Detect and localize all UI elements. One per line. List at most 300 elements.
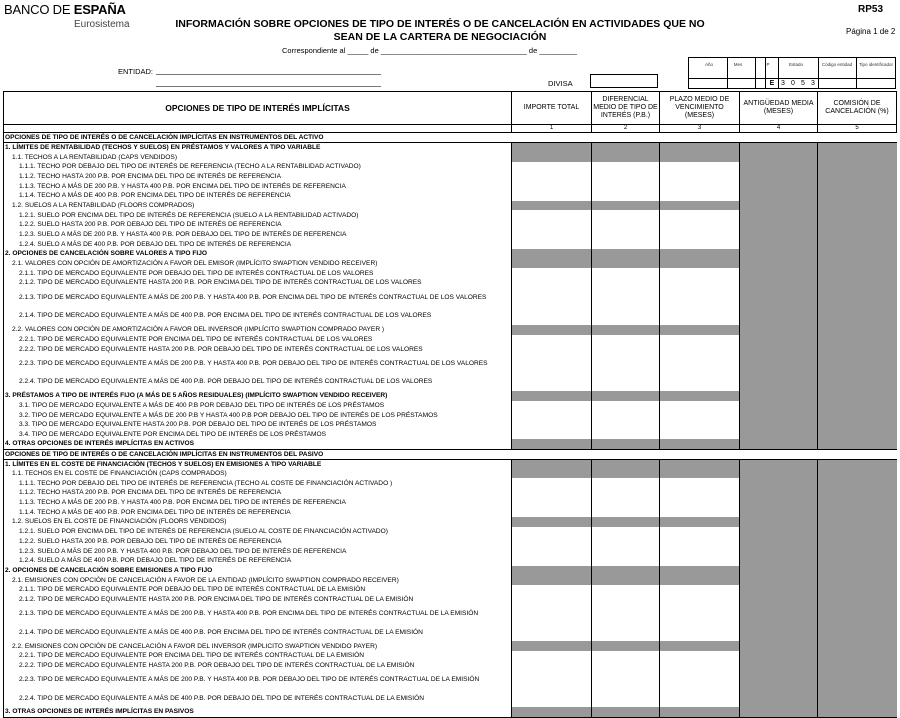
input-cell[interactable]	[592, 172, 660, 182]
table-row	[4, 420, 897, 430]
input-cell[interactable]	[512, 478, 592, 488]
input-cell[interactable]	[660, 335, 740, 345]
shaded-cell	[740, 306, 818, 325]
shaded-cell	[818, 201, 897, 211]
table-row	[4, 220, 897, 230]
table-row	[4, 585, 897, 595]
input-cell[interactable]	[660, 278, 740, 288]
input-cell[interactable]	[512, 181, 592, 191]
input-cell[interactable]	[512, 230, 592, 240]
col-number: 4	[740, 125, 818, 133]
shaded-cell	[740, 372, 818, 391]
shaded-cell	[818, 439, 897, 449]
shaded-cell	[818, 498, 897, 508]
shaded-cell	[740, 661, 818, 671]
table-row	[4, 191, 897, 201]
shaded-cell	[818, 401, 897, 411]
row-label: 1. LÍMITES DE RENTABILIDAD (TECHOS Y SUELOS) EN PRÉSTAMOS Y VALORES A TIPO VARIABLE	[4, 143, 512, 153]
input-cell[interactable]	[660, 344, 740, 354]
col-header-options: OPCIONES DE TIPO DE INTERÉS IMPLÍCITAS	[4, 92, 512, 125]
input-cell[interactable]	[660, 220, 740, 230]
shaded-cell	[740, 439, 818, 449]
input-cell[interactable]	[512, 546, 592, 556]
section-row	[4, 133, 897, 143]
shaded-cell	[818, 546, 897, 556]
input-cell[interactable]	[592, 651, 660, 661]
shaded-cell	[818, 556, 897, 566]
input-cell[interactable]	[660, 689, 740, 708]
input-cell[interactable]	[592, 239, 660, 249]
shaded-cell	[740, 604, 818, 623]
input-cell[interactable]	[660, 670, 740, 689]
input-cell[interactable]	[512, 210, 592, 220]
row-label: OPCIONES DE TIPO DE INTERÉS O DE CANCELACIÓN IMPLÍCITAS EN INSTRUMENTOS DEL PASIVO	[4, 449, 512, 459]
input-cell[interactable]	[660, 585, 740, 595]
row-label: 3.3. TIPO DE MERCADO EQUIVALENTE HASTA 200 P.B. POR DEBAJO DEL TIPO DE INTERÉS DE LOS PRÉSTAMOS	[4, 420, 512, 430]
shaded-cell	[512, 439, 592, 449]
month-label: Mes	[733, 62, 743, 67]
input-cell[interactable]	[592, 595, 660, 605]
input-cell[interactable]	[592, 288, 660, 307]
input-cell[interactable]	[660, 556, 740, 566]
row-label: 2.1.2. TIPO DE MERCADO EQUIVALENTE HASTA 200 P.B. POR ENCIMA DEL TIPO DE INTERÉS CONTRACTUAL DE LOS VALORES	[4, 278, 512, 288]
shaded-cell	[660, 469, 740, 479]
row-label: 1.1.3. TECHO A MÁS DE 200 P.B. Y HASTA 400 P.B. POR ENCIMA DEL TIPO DE INTERÉS DE REFERENCIA	[4, 498, 512, 508]
input-cell[interactable]	[660, 268, 740, 278]
p-label: P	[766, 62, 770, 67]
input-cell[interactable]	[592, 335, 660, 345]
table-row	[4, 278, 897, 288]
shaded-cell	[740, 288, 818, 307]
shaded-cell	[592, 259, 660, 269]
shaded-cell	[660, 133, 740, 143]
row-label: 2.2.4. TIPO DE MERCADO EQUIVALENTE A MÁS DE 400 P.B. POR DEBAJO DEL TIPO DE INTERÉS CONTRACTUAL DE LOS VALORES	[4, 372, 512, 391]
shaded-cell	[740, 162, 818, 172]
input-cell[interactable]	[592, 661, 660, 671]
entity-code-char: 3	[781, 80, 785, 87]
col-header-plazo: PLAZO MEDIO DE VENCIMIENTO (MESES)	[660, 92, 740, 125]
shaded-cell	[592, 143, 660, 153]
shaded-cell	[740, 210, 818, 220]
shaded-cell	[818, 459, 897, 469]
shaded-cell	[660, 201, 740, 211]
input-cell[interactable]	[592, 556, 660, 566]
shaded-cell	[740, 420, 818, 430]
divisa-label: DIVISA	[548, 79, 573, 88]
shaded-cell	[512, 325, 592, 335]
row-label: 2.2.3. TIPO DE MERCADO EQUIVALENTE A MÁS DE 200 P.B. Y HASTA 400 P.B. POR DEBAJO DEL TIPO DE INTERÉS CONTRACTUAL DE LA EMISIÓN	[4, 670, 512, 689]
shaded-cell	[818, 670, 897, 689]
input-cell[interactable]	[592, 430, 660, 440]
input-cell[interactable]	[512, 595, 592, 605]
input-cell[interactable]	[512, 670, 592, 689]
row-label: 1.2.1. SUELO POR ENCIMA DEL TIPO DE INTERÉS DE REFERENCIA (SUELO A LA RENTABILIDAD ACTIVADO)	[4, 210, 512, 220]
shaded-cell	[512, 133, 592, 143]
entidad-label: ENTIDAD:	[118, 67, 154, 76]
shaded-cell	[660, 707, 740, 717]
table-row	[4, 459, 897, 469]
row-label: 1.1.4. TECHO A MÁS DE 400 P.B. POR ENCIMA DEL TIPO DE INTERÉS DE REFERENCIA	[4, 507, 512, 517]
shaded-cell	[740, 546, 818, 556]
table-row	[4, 181, 897, 191]
input-cell[interactable]	[512, 354, 592, 373]
row-label: 3.4. TIPO DE MERCADO EQUIVALENTE POR ENCIMA DEL TIPO DE INTERÉS DE LOS PRÉSTAMOS	[4, 430, 512, 440]
shaded-cell	[592, 707, 660, 717]
input-cell[interactable]	[512, 306, 592, 325]
shaded-cell	[740, 527, 818, 537]
table-row	[4, 391, 897, 401]
input-cell[interactable]	[512, 278, 592, 288]
input-cell[interactable]	[512, 191, 592, 201]
table-row	[4, 498, 897, 508]
input-cell[interactable]	[592, 191, 660, 201]
row-label: 2.2.3. TIPO DE MERCADO EQUIVALENTE A MÁS DE 200 P.B. Y HASTA 400 P.B. POR DEBAJO DEL TIPO DE INTERÉS CONTRACTUAL DE LOS VALORES	[4, 354, 512, 373]
input-cell[interactable]	[660, 527, 740, 537]
input-cell[interactable]	[592, 354, 660, 373]
row-label: 1.2. SUELOS EN EL COSTE DE FINANCIACIÓN (FLOORS VENDIDOS)	[4, 517, 512, 527]
table-row	[4, 575, 897, 585]
input-cell[interactable]	[512, 623, 592, 642]
input-cell[interactable]	[512, 507, 592, 517]
shaded-cell	[660, 439, 740, 449]
shaded-cell	[818, 335, 897, 345]
col-number: 1	[512, 125, 592, 133]
input-cell[interactable]	[660, 546, 740, 556]
input-cell[interactable]	[660, 410, 740, 420]
table-row	[4, 210, 897, 220]
shaded-cell	[818, 306, 897, 325]
input-cell[interactable]	[592, 306, 660, 325]
shaded-cell	[740, 249, 818, 259]
table-row	[4, 249, 897, 259]
shaded-cell	[660, 459, 740, 469]
input-cell[interactable]	[660, 239, 740, 249]
shaded-cell	[740, 556, 818, 566]
input-cell[interactable]	[512, 537, 592, 547]
table-row	[4, 604, 897, 623]
shaded-cell	[512, 201, 592, 211]
table-row	[4, 537, 897, 547]
code-sep-6	[856, 57, 857, 89]
input-cell[interactable]	[512, 661, 592, 671]
shaded-cell	[740, 278, 818, 288]
input-cell[interactable]	[660, 430, 740, 440]
row-label: 1.2.3. SUELO A MÁS DE 200 P.B. Y HASTA 400 P.B. POR DEBAJO DEL TIPO DE INTERÉS DE REFERENCIA	[4, 230, 512, 240]
shaded-cell	[592, 201, 660, 211]
shaded-cell	[740, 143, 818, 153]
row-label: 2.2. VALORES CON OPCIÓN DE AMORTIZACIÓN A FAVOR DEL INVERSOR (IMPLÍCITO SWAPTION COMPRADO PAYER )	[4, 325, 512, 335]
row-label: 2.1.4. TIPO DE MERCADO EQUIVALENTE A MÁS DE 400 P.B. POR ENCIMA DEL TIPO DE INTERÉS CONTRACTUAL DE LOS VALORES	[4, 306, 512, 325]
input-cell[interactable]	[660, 478, 740, 488]
shaded-cell	[660, 566, 740, 576]
input-cell[interactable]	[592, 181, 660, 191]
input-cell[interactable]	[592, 546, 660, 556]
input-cell[interactable]	[592, 162, 660, 172]
col-number: 3	[660, 125, 740, 133]
input-cell[interactable]	[660, 651, 740, 661]
year-label: Año	[704, 62, 713, 67]
col-header-importe: IMPORTE TOTAL	[512, 92, 592, 125]
entity-code-char: 3	[811, 80, 815, 87]
input-cell[interactable]	[660, 354, 740, 373]
shaded-cell	[818, 537, 897, 547]
shaded-cell	[818, 478, 897, 488]
shaded-cell	[818, 268, 897, 278]
row-label: OPCIONES DE TIPO DE INTERÉS O DE CANCELACIÓN IMPLÍCITAS EN INSTRUMENTOS DEL ACTIVO	[4, 133, 512, 143]
table-row	[4, 707, 897, 717]
table-row	[4, 354, 897, 373]
code-sep-3	[765, 57, 766, 89]
shaded-cell	[740, 172, 818, 182]
shaded-cell	[512, 249, 592, 259]
row-label: 1.1.2. TECHO HASTA 200 P.B. POR ENCIMA DEL TIPO DE INTERÉS DE REFERENCIA	[4, 488, 512, 498]
shaded-cell	[660, 152, 740, 162]
row-label: 2.2.4. TIPO DE MERCADO EQUIVALENTE A MÁS DE 400 P.B. POR DEBAJO DEL TIPO DE INTERÉS CONTRACTUAL DE LA EMISIÓN	[4, 689, 512, 708]
input-cell[interactable]	[660, 288, 740, 307]
input-cell[interactable]	[660, 507, 740, 517]
table-row	[4, 651, 897, 661]
form-title-line1: INFORMACIÓN SOBRE OPCIONES DE TIPO DE INTERÉS O DE CANCELACIÓN EN ACTIVIDADES QUE NO	[175, 18, 705, 30]
shaded-cell	[592, 566, 660, 576]
row-label: 2.2.2. TIPO DE MERCADO EQUIVALENTE HASTA 200 P.B. POR DEBAJO DEL TIPO DE INTERÉS CONTRACTUAL DE LOS VALORES	[4, 344, 512, 354]
table-row	[4, 527, 897, 537]
shaded-cell	[740, 670, 818, 689]
shaded-cell	[740, 651, 818, 661]
input-cell[interactable]	[592, 507, 660, 517]
shaded-cell	[818, 410, 897, 420]
shaded-cell	[592, 325, 660, 335]
input-cell[interactable]	[660, 604, 740, 623]
input-cell[interactable]	[512, 335, 592, 345]
input-cell[interactable]	[512, 527, 592, 537]
options-table	[3, 91, 897, 718]
input-cell[interactable]	[592, 230, 660, 240]
input-cell[interactable]	[512, 556, 592, 566]
table-row	[4, 623, 897, 642]
shaded-cell	[818, 220, 897, 230]
input-cell[interactable]	[512, 372, 592, 391]
shaded-cell	[740, 133, 818, 143]
row-label: 3. OTRAS OPCIONES DE INTERÉS IMPLÍCITAS EN PASIVOS	[4, 707, 512, 717]
input-cell[interactable]	[592, 478, 660, 488]
input-cell[interactable]	[592, 268, 660, 278]
input-cell[interactable]	[512, 268, 592, 278]
input-cell[interactable]	[592, 210, 660, 220]
input-cell[interactable]	[660, 306, 740, 325]
shaded-cell	[740, 478, 818, 488]
shaded-cell	[660, 143, 740, 153]
page-number: Página 1 de 2	[846, 27, 896, 36]
row-label: 2.1.2. TIPO DE MERCADO EQUIVALENTE HASTA 200 P.B. POR ENCIMA DEL TIPO DE INTERÉS CONTRACTUAL DE LA EMISIÓN	[4, 595, 512, 605]
row-label: 1.2.2. SUELO HASTA 200 P.B. POR DEBAJO DEL TIPO DE INTERÉS DE REFERENCIA	[4, 220, 512, 230]
shaded-cell	[818, 575, 897, 585]
table-row	[4, 595, 897, 605]
row-label: 1. LÍMITES EN EL COSTE DE FINANCIACIÓN (TECHOS Y SUELOS) EN EMISIONES A TIPO VARIABLE	[4, 459, 512, 469]
input-cell[interactable]	[660, 623, 740, 642]
table-row	[4, 259, 897, 269]
shaded-cell	[740, 259, 818, 269]
input-cell[interactable]	[592, 410, 660, 420]
shaded-cell	[512, 469, 592, 479]
input-cell[interactable]	[512, 162, 592, 172]
input-cell[interactable]	[512, 239, 592, 249]
table-row	[4, 201, 897, 211]
shaded-cell	[512, 707, 592, 717]
row-label: 1.2. SUELOS A LA RENTABILIDAD (FLOORS COMPRADOS)	[4, 201, 512, 211]
input-cell[interactable]	[660, 191, 740, 201]
input-cell[interactable]	[512, 689, 592, 708]
input-cell[interactable]	[512, 410, 592, 420]
shaded-cell	[740, 354, 818, 373]
table-row	[4, 670, 897, 689]
input-cell[interactable]	[660, 181, 740, 191]
shaded-cell	[512, 641, 592, 651]
input-cell[interactable]	[592, 670, 660, 689]
shaded-cell	[740, 268, 818, 278]
shaded-cell	[660, 641, 740, 651]
shaded-cell	[818, 181, 897, 191]
input-cell[interactable]	[592, 604, 660, 623]
shaded-cell	[592, 517, 660, 527]
input-cell[interactable]	[660, 172, 740, 182]
table-row	[4, 372, 897, 391]
input-cell[interactable]	[592, 344, 660, 354]
input-cell[interactable]	[512, 488, 592, 498]
input-cell[interactable]	[512, 604, 592, 623]
input-cell[interactable]	[512, 288, 592, 307]
input-cell[interactable]	[592, 527, 660, 537]
input-cell[interactable]	[592, 623, 660, 642]
shaded-cell	[740, 459, 818, 469]
code-sep-2	[755, 57, 756, 89]
form-title	[150, 18, 730, 44]
input-cell[interactable]	[512, 172, 592, 182]
shaded-cell	[512, 391, 592, 401]
row-label: 2.1.3. TIPO DE MERCADO EQUIVALENTE A MÁS DE 200 P.B. Y HASTA 400 P.B. POR ENCIMA DEL TIPO DE INTERÉS CONTRACTUAL DE LA EMISIÓN	[4, 604, 512, 623]
shaded-cell	[592, 152, 660, 162]
shaded-cell	[818, 707, 897, 717]
shaded-cell	[818, 661, 897, 671]
row-label: 1.1.4. TECHO A MÁS DE 400 P.B. POR ENCIMA DEL TIPO DE INTERÉS DE REFERENCIA	[4, 191, 512, 201]
code-sep-1	[727, 57, 728, 89]
col-header-diferencial: DIFERENCIAL MEDIO DE TIPO DE INTERÉS (P.B.)	[592, 92, 660, 125]
input-cell[interactable]	[512, 220, 592, 230]
input-cell[interactable]	[660, 537, 740, 547]
estado-label: Estado	[788, 62, 803, 67]
shaded-cell	[740, 410, 818, 420]
shaded-cell	[592, 249, 660, 259]
table-row	[4, 478, 897, 488]
shaded-cell	[818, 391, 897, 401]
input-cell[interactable]	[592, 689, 660, 708]
input-cell[interactable]	[512, 585, 592, 595]
table-row	[4, 306, 897, 325]
row-label: 1.2.1. SUELO POR ENCIMA DEL TIPO DE INTERÉS DE REFERENCIA (SUELO AL COSTE DE FINANCIACIÓN ACTIVADO)	[4, 527, 512, 537]
shaded-cell	[818, 689, 897, 708]
input-cell[interactable]	[592, 537, 660, 547]
row-label: 2.1. EMISIONES CON OPCIÓN DE CANCELACIÓN A FAVOR DE LA ENTIDAD (IMPLÍCITO SWAPTION COMPRADO RECEIVER)	[4, 575, 512, 585]
row-label: 1.2.4. SUELO A MÁS DE 400 P.B. POR DEBAJO DEL TIPO DE INTERÉS DE REFERENCIA	[4, 556, 512, 566]
row-label: 4. OTRAS OPCIONES DE INTERÉS IMPLÍCITAS EN ACTIVOS	[4, 439, 512, 449]
shaded-cell	[740, 595, 818, 605]
shaded-cell	[660, 391, 740, 401]
input-cell[interactable]	[592, 420, 660, 430]
shaded-cell	[740, 181, 818, 191]
shaded-cell	[818, 595, 897, 605]
input-cell[interactable]	[660, 661, 740, 671]
input-cell[interactable]	[512, 498, 592, 508]
input-cell[interactable]	[592, 220, 660, 230]
row-label: 1.1.2. TECHO HASTA 200 P.B. POR ENCIMA DEL TIPO DE INTERÉS DE REFERENCIA	[4, 172, 512, 182]
input-cell[interactable]	[592, 585, 660, 595]
shaded-cell	[818, 623, 897, 642]
shaded-cell	[512, 566, 592, 576]
entidad-field[interactable]	[156, 74, 381, 75]
shaded-cell	[740, 325, 818, 335]
input-cell[interactable]	[512, 651, 592, 661]
table-row	[4, 230, 897, 240]
table-row	[4, 641, 897, 651]
input-cell[interactable]	[512, 344, 592, 354]
input-cell[interactable]	[660, 420, 740, 430]
shaded-cell	[740, 239, 818, 249]
shaded-cell	[818, 288, 897, 307]
input-cell[interactable]	[512, 401, 592, 411]
input-cell[interactable]	[660, 488, 740, 498]
shaded-cell	[592, 575, 660, 585]
table-row	[4, 172, 897, 182]
shaded-cell	[818, 344, 897, 354]
input-cell[interactable]	[660, 210, 740, 220]
row-label: 2.1.1. TIPO DE MERCADO EQUIVALENTE POR DEBAJO DEL TIPO DE INTERÉS CONTRACTUAL DE LOS VALORES	[4, 268, 512, 278]
shaded-cell	[818, 604, 897, 623]
shaded-cell	[660, 517, 740, 527]
row-label: 1.1.1. TECHO POR DEBAJO DEL TIPO DE INTERÉS DE REFERENCIA (TECHO AL COSTE DE FINANCIACIÓN ACTIVADO )	[4, 478, 512, 488]
table-row	[4, 162, 897, 172]
shaded-cell	[592, 469, 660, 479]
input-cell[interactable]	[660, 498, 740, 508]
input-cell[interactable]	[660, 162, 740, 172]
shaded-cell	[818, 372, 897, 391]
shaded-cell	[512, 517, 592, 527]
input-cell[interactable]	[512, 430, 592, 440]
row-label: 2.1.1. TIPO DE MERCADO EQUIVALENTE POR DEBAJO DEL TIPO DE INTERÉS CONTRACTUAL DE LA EMISIÓN	[4, 585, 512, 595]
entidad-field-line2[interactable]	[156, 86, 381, 87]
input-cell[interactable]	[660, 401, 740, 411]
section-row	[4, 449, 897, 459]
input-cell[interactable]	[512, 420, 592, 430]
input-cell[interactable]	[592, 488, 660, 498]
input-cell[interactable]	[660, 595, 740, 605]
row-label: 3.1. TIPO DE MERCADO EQUIVALENTE A MÁS DE 400 P.B POR DEBAJO DEL TIPO DE INTERÉS DE LOS PRÉSTAMOS	[4, 401, 512, 411]
input-cell[interactable]	[592, 401, 660, 411]
input-cell[interactable]	[660, 230, 740, 240]
row-label: 1.1. TECHOS A LA RENTABILIDAD (CAPS VENDIDOS)	[4, 152, 512, 162]
shaded-cell	[818, 507, 897, 517]
shaded-cell	[740, 469, 818, 479]
table-row	[4, 288, 897, 307]
input-cell[interactable]	[660, 372, 740, 391]
input-cell[interactable]	[592, 498, 660, 508]
input-cell[interactable]	[592, 278, 660, 288]
row-label: 2.2.1. TIPO DE MERCADO EQUIVALENTE POR ENCIMA DEL TIPO DE INTERÉS CONTRACTUAL DE LA EMISIÓN	[4, 651, 512, 661]
divisa-field[interactable]	[590, 74, 658, 88]
input-cell[interactable]	[592, 372, 660, 391]
shaded-cell	[818, 259, 897, 269]
col-number: 5	[818, 125, 897, 133]
shaded-cell	[740, 585, 818, 595]
shaded-cell	[740, 623, 818, 642]
